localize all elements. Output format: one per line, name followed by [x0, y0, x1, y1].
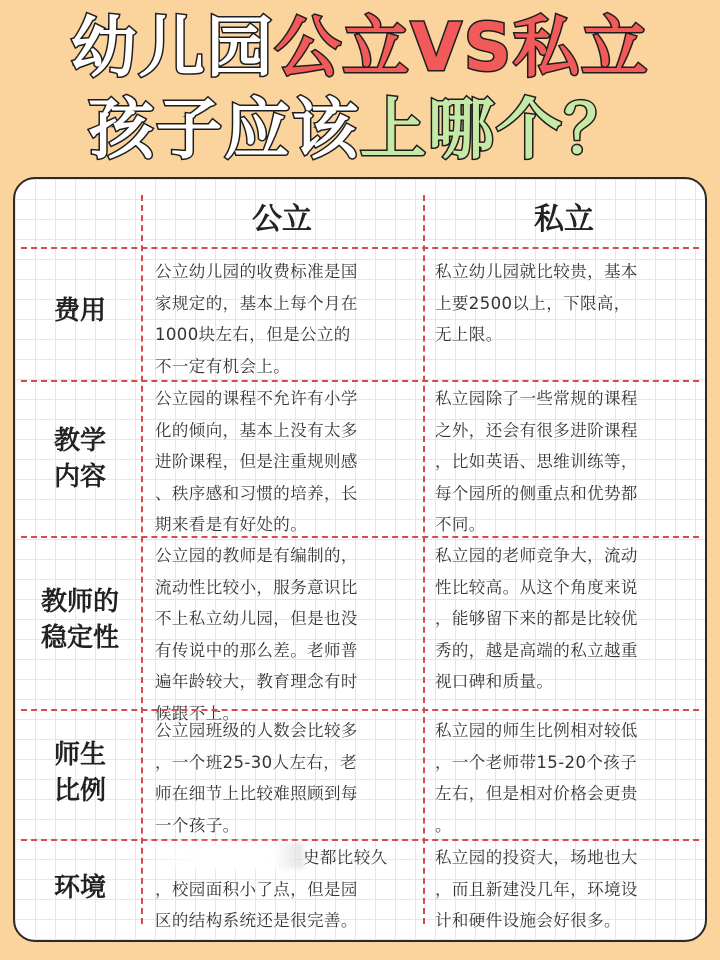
column-header-public: 公立 — [252, 202, 312, 237]
cell-public-teacher-stability: 公立园的教师是有编制的， 流动性比较小，服务意识比 不上私立幼儿园，但是也没 有传说中的那么差。老师普 遍年龄较大，教育理念有时 候跟不上。 — [155, 546, 358, 723]
title-part-which-one: 上哪个？ — [360, 91, 632, 168]
column-header-private: 私立 — [534, 202, 594, 237]
title-part-child-should: 孩子应该 — [88, 91, 360, 168]
cell-public-environment-text: 史都比较久 ，校园面积小了点，但是园 区的结构系统还是很完善。 — [155, 848, 388, 930]
title-part-kindergarten: 幼儿园 — [70, 9, 275, 86]
row-label-line: 教师的 — [40, 587, 119, 617]
row-divider — [21, 380, 699, 382]
row-divider — [21, 247, 699, 249]
cell-public-ratio: 公立园班级的人数会比较多 ，一个班25-30人左右，老 师在细节上比较难照顾到每 一个孩子。 — [155, 721, 358, 835]
row-label-teaching — [21, 384, 139, 534]
blurred-overlay — [151, 843, 303, 869]
cell-private-cost: 私立幼儿园就比较贵，基本 上要2500以上，下限高， 无上限。 — [435, 262, 638, 344]
row-divider — [21, 839, 699, 841]
row-divider — [21, 536, 699, 538]
row-label-line: 稳定性 — [40, 623, 119, 653]
title-line-1 — [0, 8, 720, 88]
row-label-line: 环境 — [53, 873, 106, 903]
row-label-ratio — [21, 713, 139, 833]
cell-public-teaching: 公立园的课程不允许有小学 化的倾向，基本上没有太多 进阶课程，但是注重规则感 、秩序感和习惯的培养，长 期来看是有好处的。 — [155, 389, 358, 534]
row-label-environment — [21, 843, 139, 933]
row-label-line: 师生 — [53, 740, 106, 770]
title-part-public-vs-private: 公立VS私立 — [274, 9, 650, 86]
row-label-cost — [21, 251, 139, 371]
row-label-line: 费用 — [53, 296, 106, 326]
row-label-line: 内容 — [53, 462, 106, 492]
column-divider — [141, 195, 143, 924]
row-label-line: 比例 — [53, 776, 106, 806]
row-label-line: 教学 — [53, 426, 106, 456]
cell-private-teaching: 私立园除了一些常规的课程 之外，还会有很多进阶课程 ，比如英语、思维训练等， 每个园所的侧重点和优势都 不同。 — [435, 389, 638, 534]
row-label-teacher-stability — [21, 540, 139, 700]
cell-public-cost: 公立幼儿园的收费标准是国 家规定的，基本上每个月在 1000块左右，但是公立的 不一定有机会上。 — [155, 262, 358, 376]
row-divider — [21, 709, 699, 711]
cell-private-teacher-stability: 私立园的老师竞争大，流动 性比较高。从这个角度来说 ，能够留下来的都是比较优 秀的，越是高端的私立越重 视口碑和质量。 — [435, 546, 638, 691]
column-divider — [423, 195, 425, 924]
cell-private-environment: 私立园的投资大，场地也大 ，而且新建没几年，环境设 计和硬件设施会好很多。 — [435, 848, 638, 930]
cell-private-ratio: 私立园的师生比例相对较低 ，一个老师带15-20个孩子 左右，但是相对价格会更贵 。 — [435, 721, 638, 835]
comparison-card — [13, 177, 707, 942]
title-line-2 — [0, 90, 720, 170]
